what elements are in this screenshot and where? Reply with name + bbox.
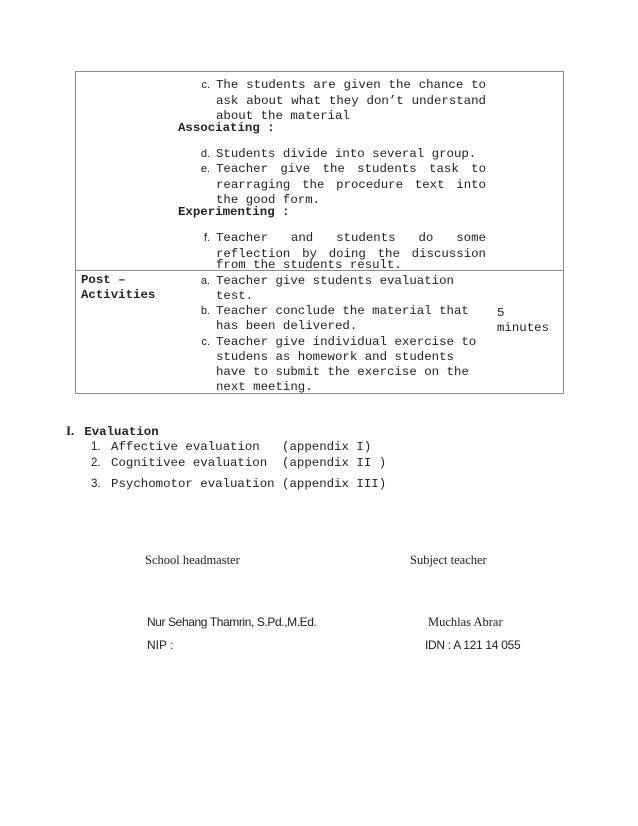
- teacher-name: Muchlas Abrar: [428, 615, 503, 629]
- evaluation-heading: [66, 422, 159, 440]
- list-letter: e.: [200, 163, 210, 175]
- list-letter: c.: [201, 336, 210, 348]
- headmaster-nip: NIP :: [147, 638, 174, 652]
- lesson-activities-table: [75, 71, 564, 394]
- list-item-line: rearraging the procedure text into: [216, 178, 486, 192]
- time-allocation: 5: [497, 306, 505, 320]
- list-item-line: about the material: [216, 109, 350, 123]
- subject-teacher-label: Subject teacher: [410, 553, 487, 567]
- list-item-line: The students are given the chance to: [216, 78, 486, 92]
- section-numeral: I.: [66, 423, 75, 438]
- section-heading-experimenting: Experimenting :: [178, 205, 290, 219]
- list-item-line: Teacher give individual exercise to: [216, 335, 477, 349]
- list-item-line: has been delivered.: [216, 319, 358, 333]
- headmaster-name: Nur Sehang Thamrin, S.Pd.,M.Ed.: [147, 615, 317, 629]
- list-item-line: Students divide into several group.: [216, 147, 477, 161]
- list-item-line: Teacher give the students task to: [216, 162, 486, 176]
- list-letter: f.: [203, 232, 210, 244]
- evaluation-item: 2. Cognitivee evaluation (appendix II ): [91, 456, 387, 470]
- evaluation-item: 3. Psychomotor evaluation (appendix III): [91, 477, 387, 491]
- list-item-line: studens as homework and students: [216, 350, 454, 364]
- teacher-idn: IDN : A 121 14 055: [425, 638, 521, 652]
- list-letter: d.: [200, 148, 210, 160]
- list-letter: a.: [200, 275, 210, 287]
- section-heading-associating: Associating :: [178, 121, 275, 135]
- list-item-line: Teacher conclude the material that: [216, 304, 469, 318]
- list-item-line: the good form.: [216, 193, 321, 207]
- post-activities-label: Post –: [81, 273, 126, 287]
- section-title: Evaluation: [84, 425, 159, 439]
- school-headmaster-label: School headmaster: [145, 553, 240, 567]
- evaluation-item: 1. Affective evaluation (appendix I): [91, 440, 372, 454]
- list-item-line: test.: [216, 289, 254, 303]
- list-letter: c.: [201, 79, 210, 91]
- list-item-line: from the students result.: [216, 258, 402, 272]
- list-item-line: Teacher and students do some: [216, 231, 486, 245]
- list-item-line: have to submit the exercise on the: [216, 365, 469, 379]
- list-letter: b.: [200, 305, 210, 317]
- list-item-line: Teacher give students evaluation: [216, 274, 454, 288]
- list-item-line: reflection by doing the discussion: [216, 247, 486, 261]
- time-allocation: minutes: [497, 321, 550, 335]
- post-activities-label: Activities: [81, 288, 156, 302]
- list-item-line: next meeting.: [216, 380, 313, 394]
- list-item-line: ask about what they don’t understand: [216, 94, 486, 108]
